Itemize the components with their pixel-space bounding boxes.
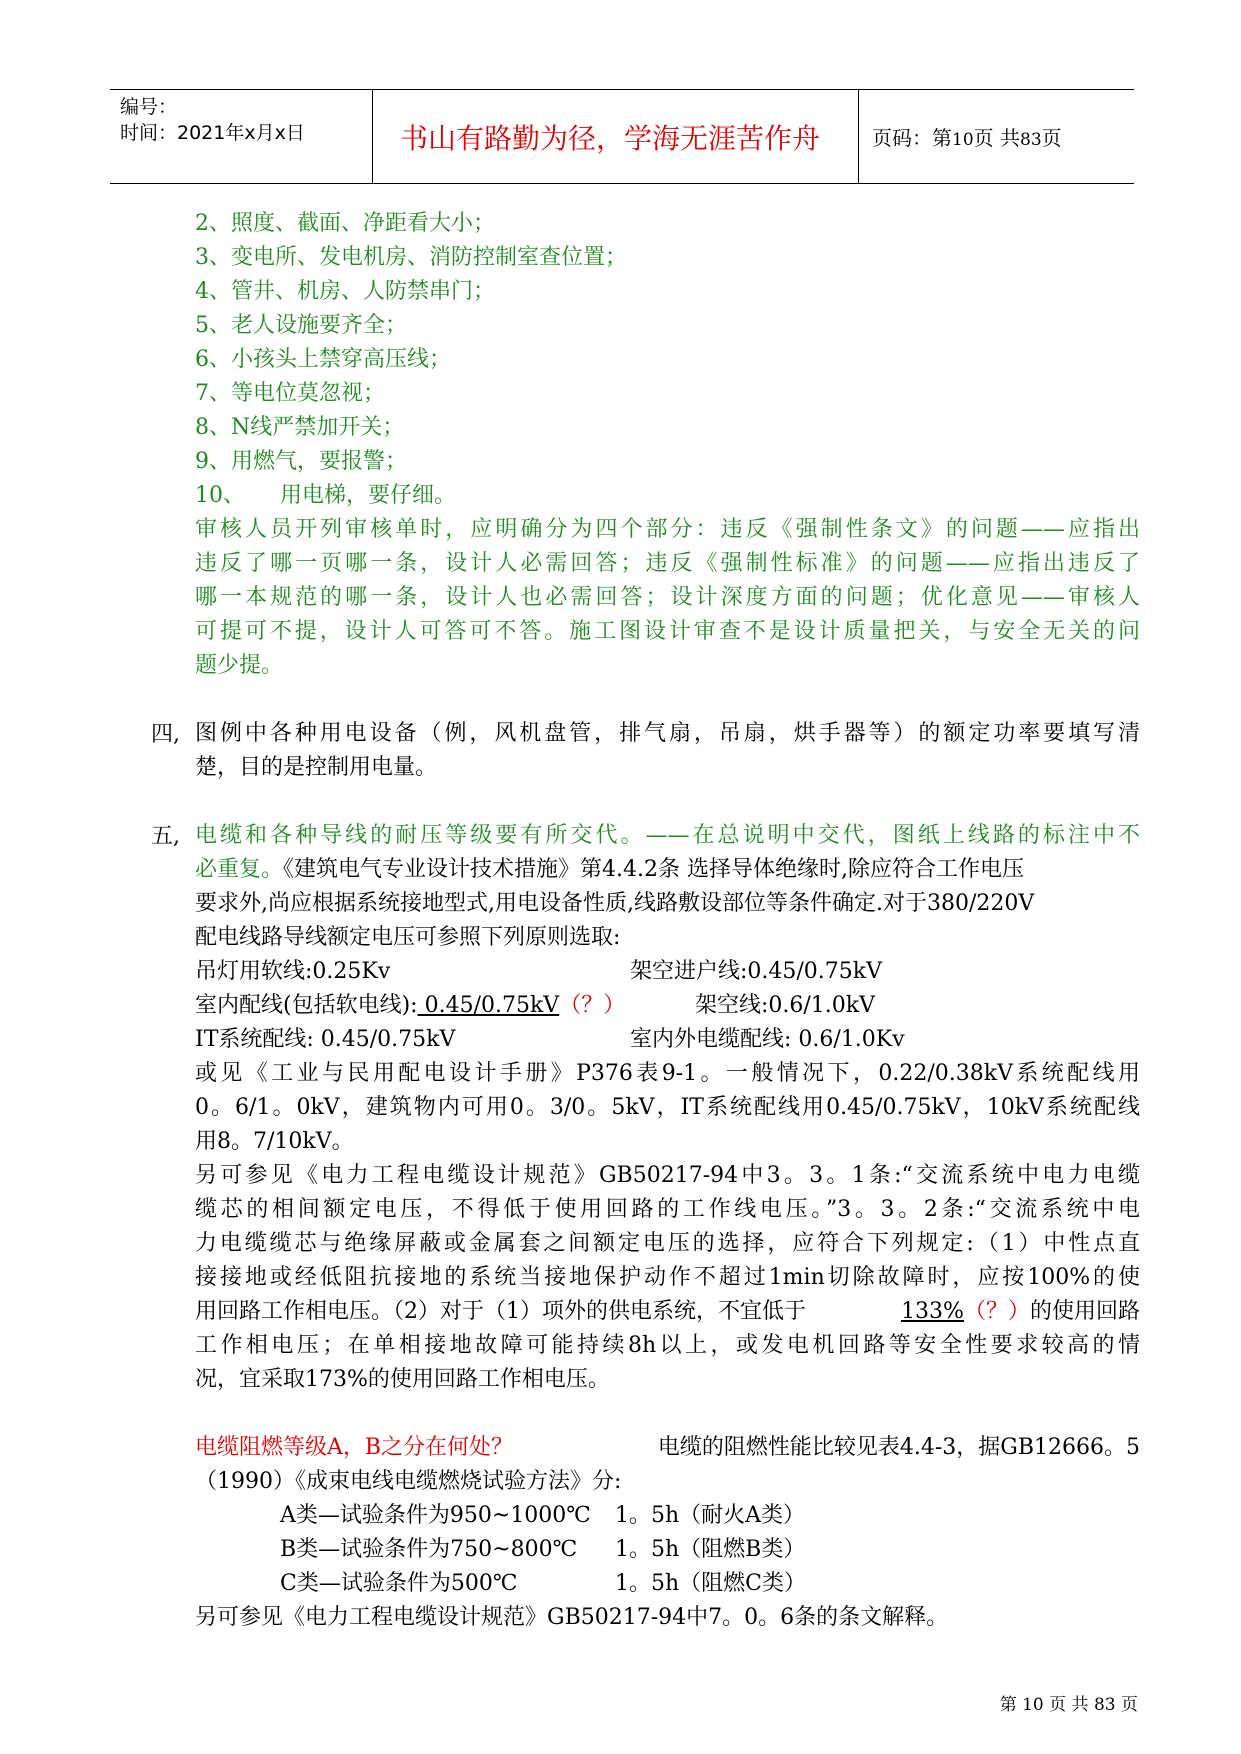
- list-item: 8、N线严禁加开关；: [195, 415, 405, 440]
- voltage-row: [195, 1023, 1140, 1057]
- paragraph-line: [195, 853, 1140, 887]
- paragraph-line: 况，宜采取173%的使用回路工作相电压。: [195, 1367, 610, 1392]
- paragraph-line: 另可参见《电力工程电缆设计规范》GB50217-94中3。3。1条:“交流系统中电力电缆: [195, 1163, 1140, 1188]
- question-mark: （？）: [963, 1299, 1030, 1324]
- page-num: 10: [952, 130, 974, 150]
- header-page-info: [872, 122, 1062, 151]
- page-prefix: 页码：第: [872, 126, 952, 150]
- paragraph-line: 电缆和各种导线的耐压等级要有所交代。——在总说明中交代，图纸上线路的标注中不: [195, 823, 1140, 848]
- page-total: 83: [1020, 130, 1042, 150]
- list-item: 4、管井、机房、人防禁串门；: [195, 279, 495, 304]
- voltage-value: 0.45/0.75kV: [417, 993, 560, 1018]
- paragraph-line: 或见《工业与民用配电设计手册》P376表9-1。一般情况下，0.22/0.38kV系统配线用: [195, 1061, 1140, 1086]
- body-text: 的使用回路: [1029, 1299, 1140, 1324]
- list-item: 5、老人设施要齐全；: [195, 313, 407, 338]
- voltage-left: 室内配线(包括软电线):: [195, 993, 418, 1018]
- question-mark: （？）: [559, 993, 626, 1018]
- paragraph-line: 图例中各种用电设备（例，风机盘管，排气扇，吊扇，烘手器等）的额定功率要填写清: [195, 721, 1140, 746]
- body-text: 用回路工作相电压。（2）对于（1）项外的供电系统，不宜低于: [195, 1299, 806, 1324]
- section-five: [151, 819, 1140, 1397]
- paragraph-line: 另可参见《电力工程电缆设计规范》GB50217-94中7。0。6条的条文解释。: [195, 1605, 949, 1630]
- section-marker: 五,: [151, 824, 180, 849]
- list-item: 3、变电所、发电机房、消防控制室查位置；: [195, 245, 627, 270]
- flame-section: [195, 1431, 1140, 1635]
- paragraph-line: 违反了哪一页哪一条，设计人必需回答；违反《强制性标准》的问题——应指出违反了: [195, 551, 1140, 576]
- paragraph-line: 用8。7/10kV。: [195, 1129, 354, 1154]
- body-text: 电缆的阻燃性能比较见表4.4-3，据GB12666。5: [657, 1435, 1140, 1460]
- paragraph-line: 楚，目的是控制用电量。: [195, 755, 438, 780]
- review-paragraph: [195, 513, 1140, 683]
- voltage-right: 架空线:0.6/1.0kV: [695, 993, 876, 1018]
- flame-row: [195, 1533, 1140, 1567]
- paragraph-line: 哪一本规范的哪一条，设计人也必需回答；设计深度方面的问题；优化意见——审核人: [195, 585, 1140, 610]
- paragraph-line: 0。6/1。0kV，建筑物内可用0。3/0。5kV，IT系统配线用0.45/0.75kV，10kV系统配线: [195, 1095, 1140, 1120]
- list-item: 7、等电位莫忽视；: [195, 381, 385, 406]
- flame-row: [195, 1499, 1140, 1533]
- paragraph-line: 可提可不提，设计人可答可不答。施工图设计审查不是设计质量把关，与安全无关的问: [195, 619, 1140, 644]
- body-text: 《建筑电气专业设计技术措施》第4.4.2条 选择导体绝缘时,除应符合工作电压: [283, 857, 1024, 882]
- paragraph-line: 题少提。: [195, 653, 284, 678]
- paragraph-line: 审核人员开列审核单时，应明确分为四个部分：违反《强制性条文》的问题——应指出: [195, 517, 1140, 542]
- rule-list: [195, 207, 1140, 513]
- document-body: [151, 207, 1140, 1635]
- percent-value: 133%: [901, 1299, 964, 1324]
- flame-time: 1。5h（耐火A类）: [615, 1503, 806, 1528]
- flame-time: 1。5h（阻燃C类）: [615, 1571, 806, 1596]
- paragraph-line: [195, 1431, 1140, 1465]
- green-text: 必重复。: [195, 857, 284, 882]
- flame-time: 1。5h（阻燃B类）: [615, 1537, 806, 1562]
- voltage-left: IT系统配线: 0.45/0.75kV: [195, 1027, 456, 1052]
- header-meta: [120, 94, 305, 146]
- header-divider: [858, 90, 859, 183]
- voltage-row: [195, 989, 1140, 1023]
- voltage-right: 室内外电缆配线: 0.6/1.0Kv: [630, 1027, 905, 1052]
- list-item: 2、照度、截面、净距看大小；: [195, 211, 495, 236]
- list-item: 6、小孩头上禁穿高压线；: [195, 347, 451, 372]
- page-suffix: 页: [1041, 126, 1062, 150]
- flame-question: 电缆阻燃等级A，B之分在何处？: [195, 1435, 514, 1460]
- paragraph-line: [195, 1295, 1140, 1329]
- header-motto: 书山有路勤为径，学海无涯苦作舟: [399, 121, 820, 155]
- paragraph-line: 工作相电压；在单相接地故障可能持续8h以上，或发电机回路等安全性要求较高的情: [195, 1333, 1140, 1358]
- paragraph-line: 要求外,尚应根据系统接地型式,用电设备性质,线路敷设部位等条件确定.对于380/220V: [195, 891, 1035, 916]
- paragraph-line: 配电线路导线额定电压可参照下列原则选取:: [195, 925, 621, 950]
- flame-row: [195, 1567, 1140, 1601]
- paragraph-line: 力电缆缆芯与绝缘屏蔽或金属套之间额定电压的选择，应符合下列规定:（1）中性点直: [195, 1231, 1140, 1256]
- paragraph-line: （1990）《成束电线电缆燃烧试验方法》分:: [195, 1469, 622, 1494]
- time-label: 时间：2021年x月x日: [120, 122, 305, 144]
- flame-condition: B类—试验条件为750~800℃: [280, 1537, 578, 1562]
- page-header: [110, 89, 1134, 184]
- page-footer: 第 10 页 共 83 页: [999, 1695, 1138, 1715]
- list-item: 10、 用电梯，要仔细。: [195, 483, 456, 508]
- voltage-left: 吊灯用软线:0.25Kv: [195, 959, 391, 984]
- paragraph-line: 缆芯的相间额定电压，不得低于使用回路的工作线电压。”3。3。2条:“交流系统中电: [195, 1197, 1140, 1222]
- section-four: [151, 717, 1140, 785]
- voltage-right: 架空进户线:0.45/0.75kV: [630, 959, 883, 984]
- flame-condition: A类—试验条件为950~1000℃: [280, 1503, 591, 1528]
- number-label: 编号：: [120, 96, 178, 118]
- list-item: 9、用燃气，要报警；: [195, 449, 407, 474]
- paragraph-line: 接接地或经低阻抗接地的系统当接地保护动作不超过1min切除故障时，应按100%的使: [195, 1265, 1140, 1290]
- flame-condition: C类—试验条件为500℃: [280, 1571, 518, 1596]
- voltage-row: [195, 955, 1140, 989]
- page-mid: 页 共: [973, 126, 1020, 150]
- section-marker: 四,: [151, 722, 180, 747]
